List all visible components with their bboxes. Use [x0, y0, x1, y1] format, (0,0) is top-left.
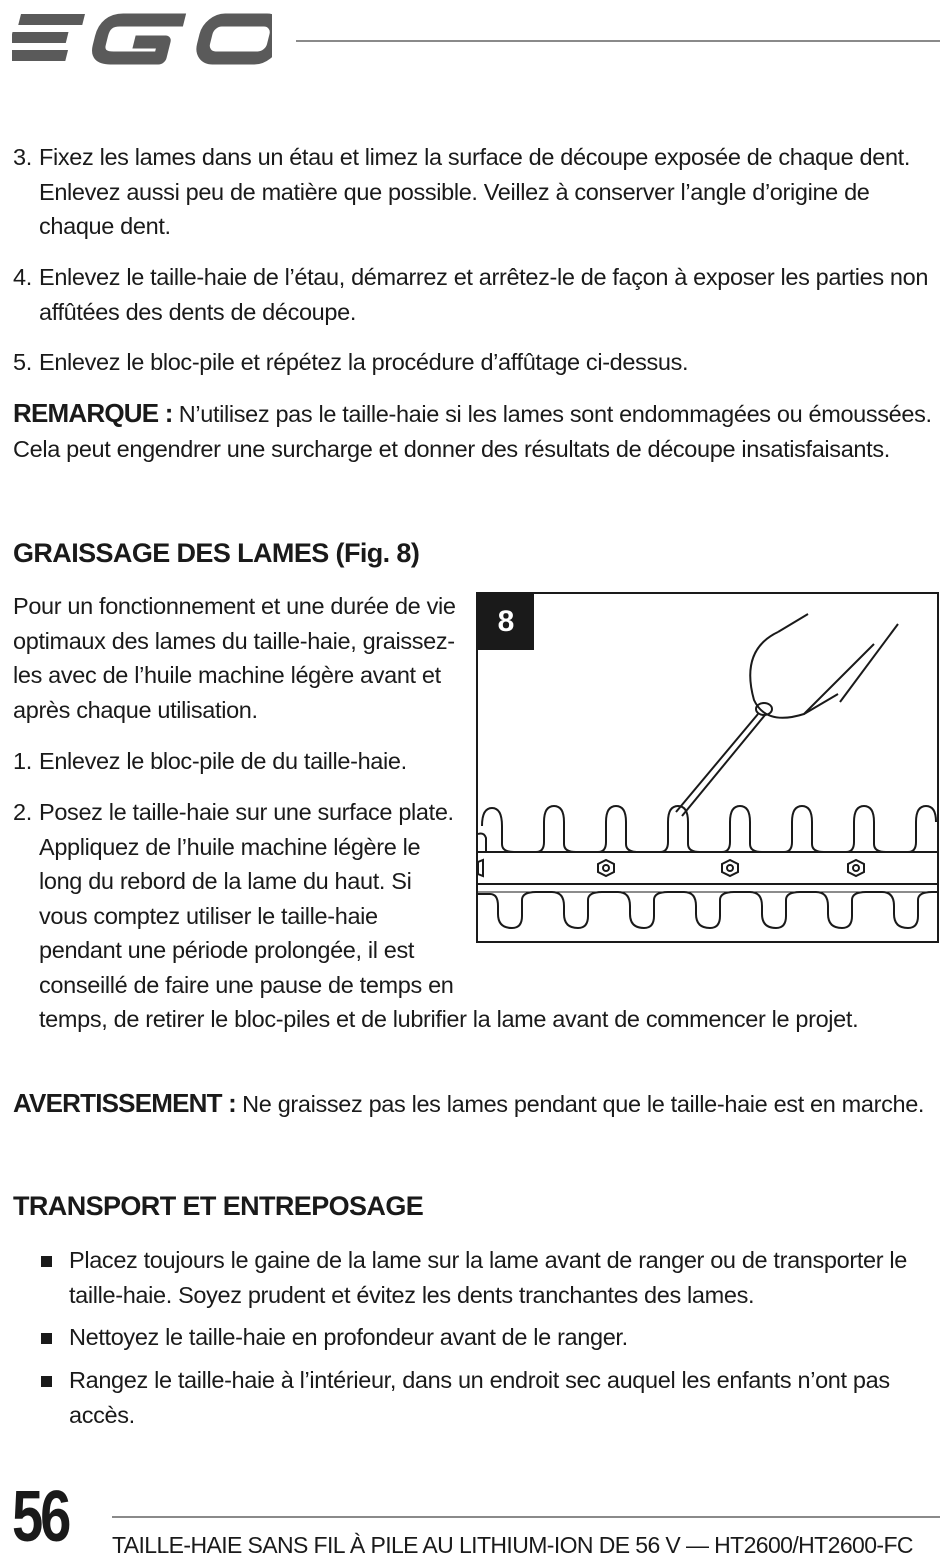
bullet-square-icon — [41, 1333, 52, 1344]
step-3 — [13, 140, 938, 244]
bullet-text: Rangez le taille-haie à l’intérieur, dans un endroit sec auquel les enfants n’ont pas accès. — [69, 1367, 890, 1428]
bullet-square-icon — [41, 1376, 52, 1387]
warning-text: Ne graissez pas les lames pendant que le taille-haie est en marche. — [242, 1091, 925, 1117]
bullet-text: Placez toujours le gaine de la lame sur la lame avant de ranger ou de transporter le taille-haie. Soyez prudent et évitez les dents tranchantes des lames. — [69, 1247, 907, 1308]
lubrication-intro: Pour un fonctionnement et une durée de vie optimaux des lames du taille-haie, graissez-les avec de l’huile machine légère avant et après chaque utilisation. — [13, 593, 456, 723]
step-number: 1. — [13, 748, 32, 774]
step-number: 3. — [13, 144, 32, 170]
step-text: Enlevez le bloc-pile de du taille-haie. — [39, 748, 407, 774]
step-2-text: Posez le taille-haie sur une surface plate. Appliquez de l’huile machine légère le long du rebord de la lame du haut. Si vous comptez utiliser le taille-haie pendant une période prolongée, il est conseillé de faire une pause de temps en temps, de retirer le bloc-piles et de lubrifier la lame avant de commencer le projet. — [39, 799, 859, 1032]
footer-rule — [112, 1516, 940, 1518]
section-heading-storage: TRANSPORT ET ENTREPOSAGE — [13, 1191, 424, 1221]
note-label: REMARQUE : — [13, 398, 173, 428]
step-text: Enlevez le bloc-pile et répétez la procédure d’affûtage ci-dessus. — [39, 349, 689, 375]
bullet-text: Nettoyez le taille-haie en profondeur avant de le ranger. — [69, 1324, 628, 1350]
storage-bullet — [41, 1320, 938, 1355]
page-number: 56 — [12, 1477, 69, 1557]
footer-product-title: TAILLE-HAIE SANS FIL À PILE AU LITHIUM-ION DE 56 V — HT2600/HT2600-FC — [112, 1532, 913, 1558]
step-number: 4. — [13, 264, 32, 290]
figure-8-hedge-trimmer-oiling — [476, 592, 939, 943]
section-heading-lubrication: GRAISSAGE DES LAMES (Fig. 8) — [13, 538, 420, 568]
step-5 — [13, 345, 938, 380]
warning-paragraph — [13, 1086, 938, 1122]
storage-bullet — [41, 1243, 938, 1312]
step-4 — [13, 260, 938, 329]
note-text: N’utilisez pas le taille-haie si les lames sont endommagées ou émoussées. Cela peut engendrer une surcharge et donner des résultats de découpe insatisfaisants. — [13, 401, 932, 462]
ego-logo — [12, 10, 272, 70]
step-text: Fixez les lames dans un étau et limez la surface de découpe exposée de chaque dent. Enlevez aussi peu de matière que possible. Veillez à conserver l’angle d’origine de chaque dent. — [39, 144, 911, 239]
step-number: 5. — [13, 349, 32, 375]
lubrication-step-1 — [13, 744, 458, 779]
oil-can-blade-illustration — [478, 594, 937, 941]
warning-label: AVERTISSEMENT : — [13, 1088, 236, 1118]
note-paragraph — [13, 396, 938, 466]
figure-number: 8 — [478, 594, 534, 650]
step-text: Enlevez le taille-haie de l’étau, démarrez et arrêtez-le de façon à exposer les parties non affûtées des dents de découpe. — [39, 264, 929, 325]
step-number: 2. — [13, 799, 32, 825]
storage-bullet — [41, 1363, 938, 1432]
bullet-square-icon — [41, 1256, 52, 1267]
header-rule — [296, 40, 940, 42]
